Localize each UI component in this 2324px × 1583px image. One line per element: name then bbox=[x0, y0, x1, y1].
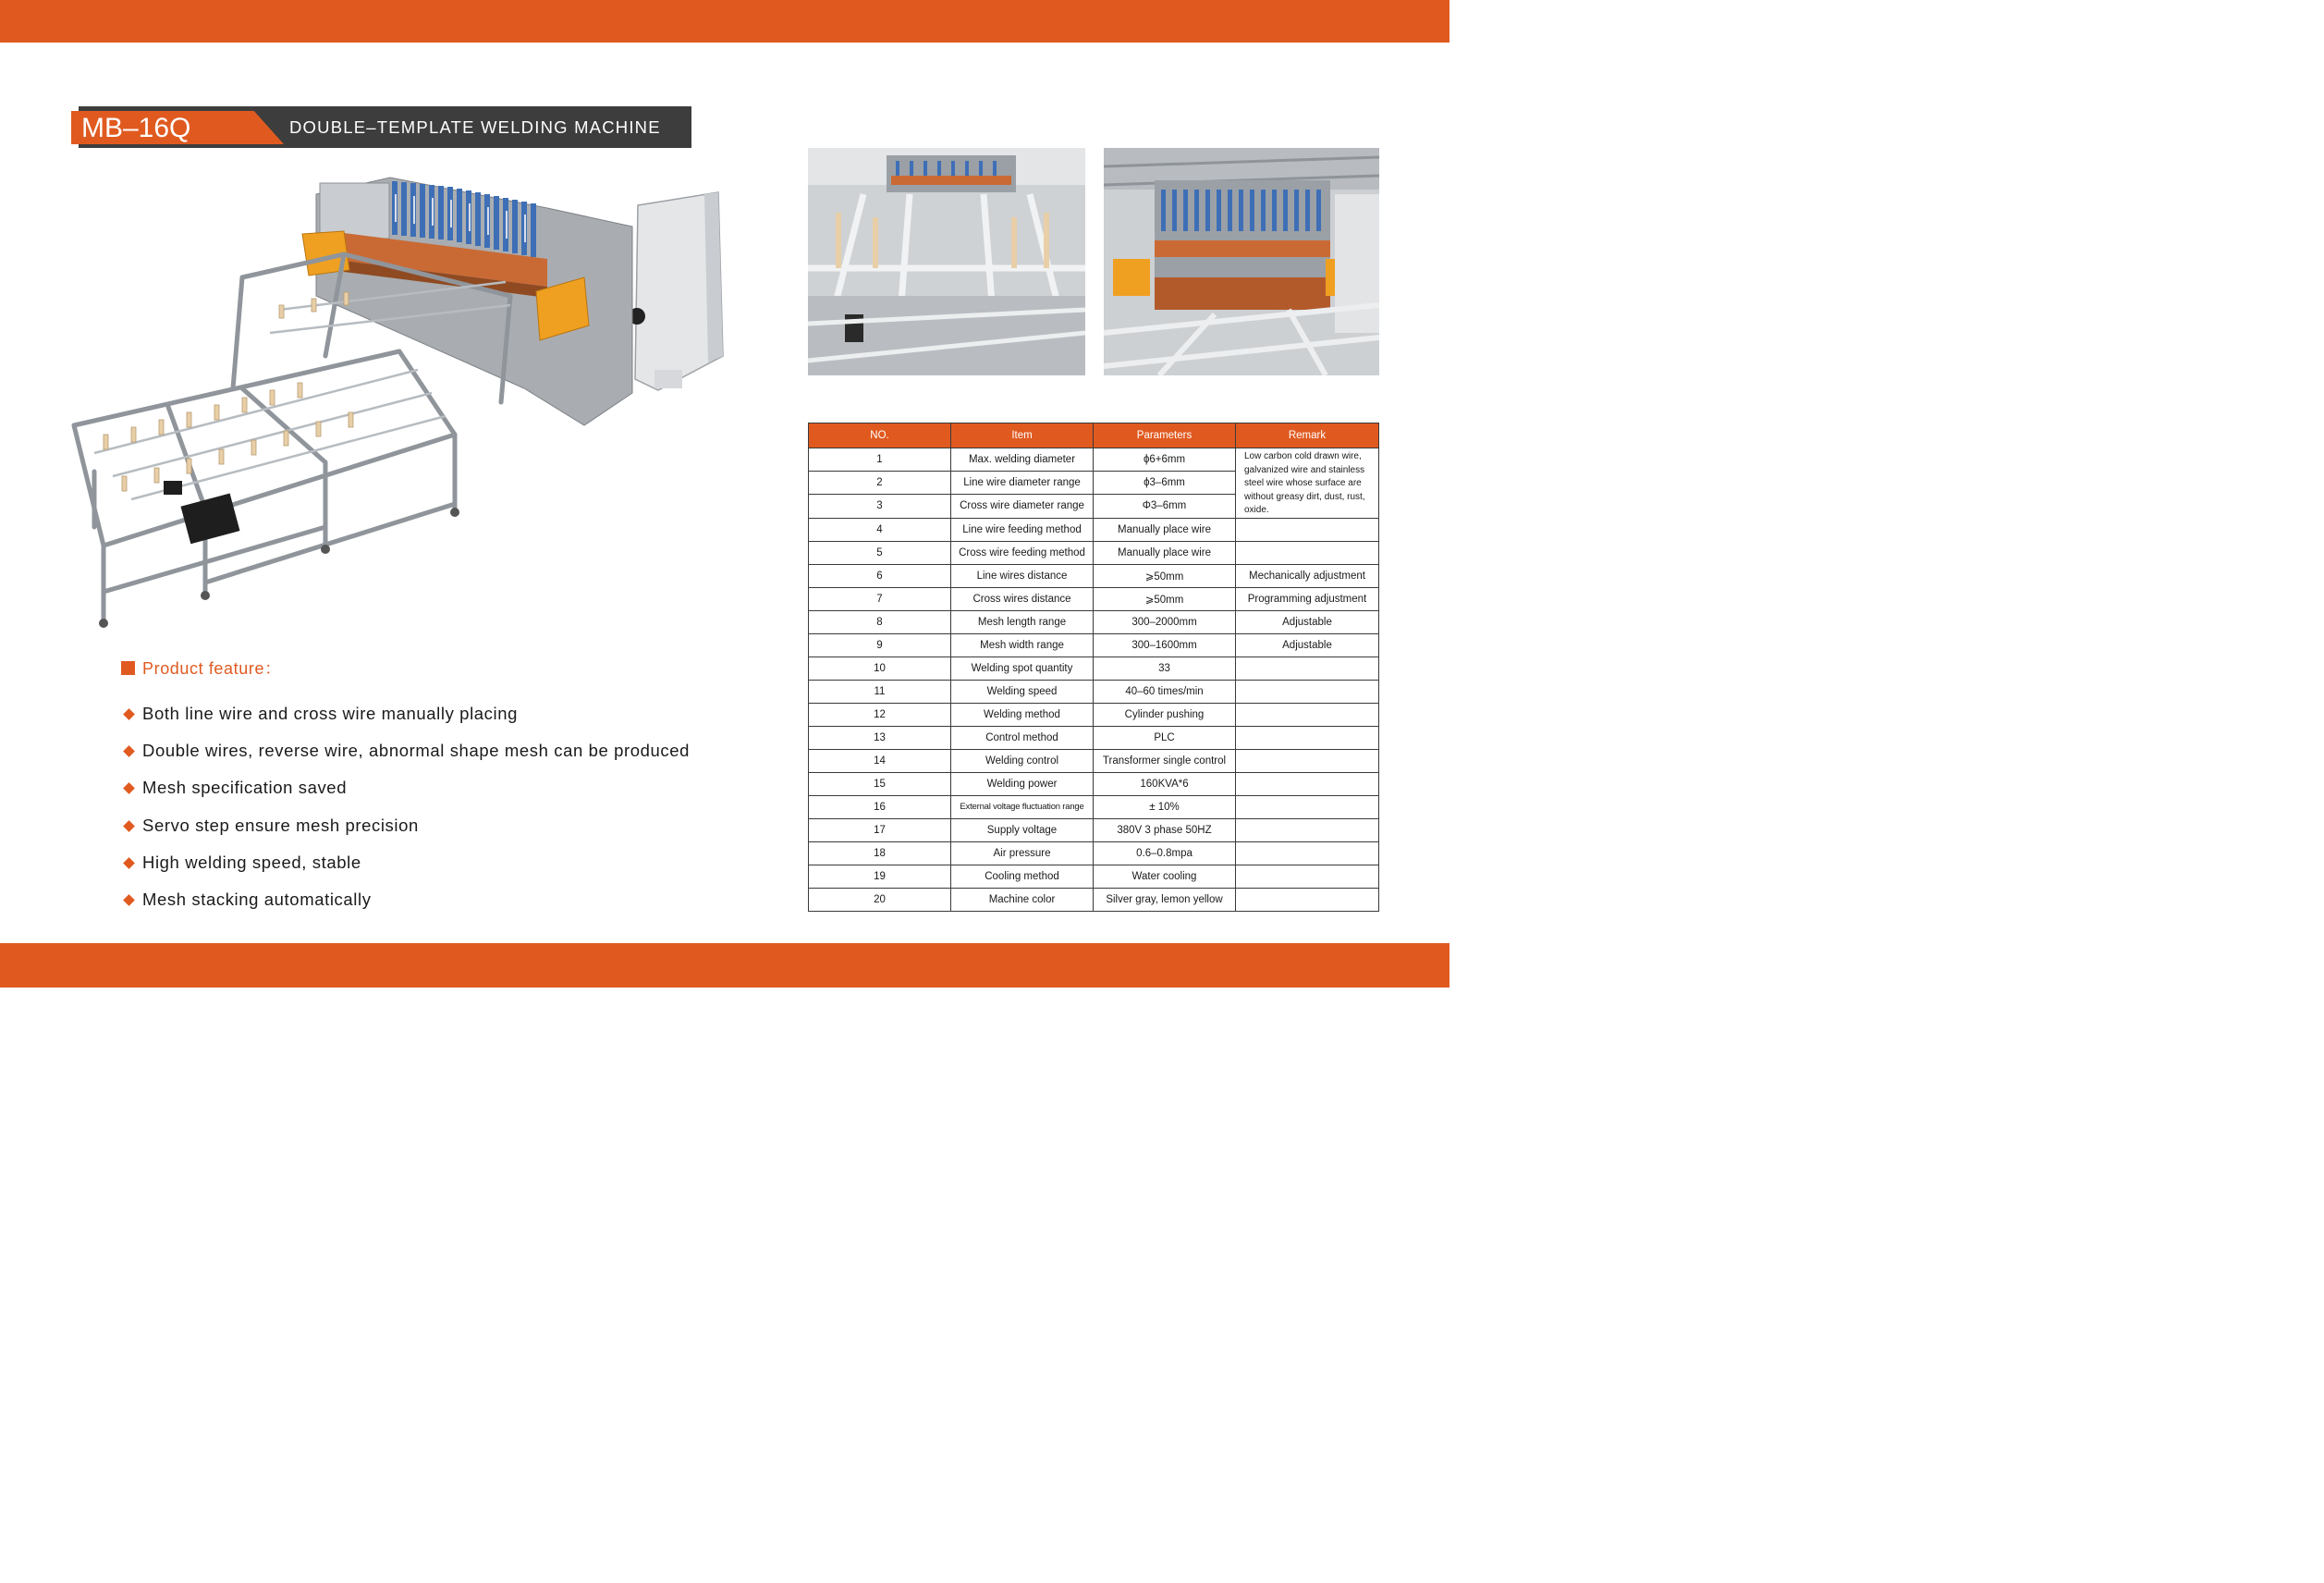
table-row bbox=[809, 541, 1379, 564]
cell-param: 380V 3 phase 50HZ bbox=[1094, 818, 1236, 841]
feature-item bbox=[121, 815, 768, 852]
feature-item bbox=[121, 703, 768, 740]
feature-item bbox=[121, 777, 768, 814]
machine-title: DOUBLE–TEMPLATE WELDING MACHINE bbox=[289, 117, 661, 137]
cell-no: 8 bbox=[809, 610, 951, 633]
table-row bbox=[809, 633, 1379, 657]
cell-remark bbox=[1236, 795, 1379, 818]
cell-no: 7 bbox=[809, 587, 951, 610]
cell-item: Cross wire diameter range bbox=[951, 495, 1094, 518]
cell-param: 300–2000mm bbox=[1094, 610, 1236, 633]
diamond-bullet-icon bbox=[123, 708, 135, 720]
cell-item: Welding spot quantity bbox=[951, 657, 1094, 680]
diamond-bullet-icon bbox=[123, 783, 135, 795]
cell-param: PLC bbox=[1094, 726, 1236, 749]
table-row bbox=[809, 680, 1379, 703]
title-block bbox=[71, 106, 691, 148]
cell-item: Air pressure bbox=[951, 841, 1094, 865]
cell-param: ⩾50mm bbox=[1094, 564, 1236, 587]
cell-remark: Adjustable bbox=[1236, 610, 1379, 633]
diamond-bullet-icon bbox=[123, 745, 135, 757]
feature-text: Both line wire and cross wire manually placing bbox=[142, 704, 519, 723]
product-feature-title: Product feature： bbox=[142, 659, 282, 678]
cell-item: Line wires distance bbox=[951, 564, 1094, 587]
cell-no: 13 bbox=[809, 726, 951, 749]
cell-item: Mesh length range bbox=[951, 610, 1094, 633]
cell-no: 17 bbox=[809, 818, 951, 841]
machine-photo-front bbox=[808, 148, 1085, 375]
cell-no: 16 bbox=[809, 795, 951, 818]
bottom-accent-band bbox=[0, 943, 1449, 988]
welding-machine-image bbox=[67, 157, 732, 643]
cell-param: ϕ6+6mm bbox=[1094, 448, 1236, 472]
cell-item: Cooling method bbox=[951, 865, 1094, 888]
cell-remark: Mechanically adjustment bbox=[1236, 564, 1379, 587]
cell-no: 19 bbox=[809, 865, 951, 888]
cell-remark bbox=[1236, 703, 1379, 726]
feature-list bbox=[121, 703, 768, 926]
cell-item: Supply voltage bbox=[951, 818, 1094, 841]
cell-item: External voltage fluctuation range bbox=[951, 795, 1094, 818]
cell-no: 6 bbox=[809, 564, 951, 587]
cell-remark: Adjustable bbox=[1236, 633, 1379, 657]
table-row bbox=[809, 564, 1379, 587]
cell-param: 300–1600mm bbox=[1094, 633, 1236, 657]
cell-no: 14 bbox=[809, 749, 951, 772]
cell-no: 15 bbox=[809, 772, 951, 795]
table-row bbox=[809, 865, 1379, 888]
table-header-row bbox=[809, 423, 1379, 448]
cell-param: Transformer single control bbox=[1094, 749, 1236, 772]
cell-item: Max. welding diameter bbox=[951, 448, 1094, 472]
cell-remark bbox=[1236, 541, 1379, 564]
cell-param: Manually place wire bbox=[1094, 518, 1236, 541]
feature-item bbox=[121, 740, 768, 777]
cell-remark bbox=[1236, 818, 1379, 841]
cell-no: 9 bbox=[809, 633, 951, 657]
table-row bbox=[809, 841, 1379, 865]
cell-no: 10 bbox=[809, 657, 951, 680]
cell-item: Cross wires distance bbox=[951, 587, 1094, 610]
cell-remark bbox=[1236, 888, 1379, 911]
cell-remark bbox=[1236, 865, 1379, 888]
cell-param: Φ3–6mm bbox=[1094, 495, 1236, 518]
feature-item bbox=[121, 852, 768, 889]
cell-no: 18 bbox=[809, 841, 951, 865]
diamond-bullet-icon bbox=[123, 820, 135, 832]
cell-param: Manually place wire bbox=[1094, 541, 1236, 564]
cell-param: Water cooling bbox=[1094, 865, 1236, 888]
cell-param: ⩾50mm bbox=[1094, 587, 1236, 610]
cell-param: 33 bbox=[1094, 657, 1236, 680]
feature-text: Servo step ensure mesh precision bbox=[142, 815, 419, 835]
cell-param: 40–60 times/min bbox=[1094, 680, 1236, 703]
header-no: NO. bbox=[809, 423, 951, 448]
cell-param: Silver gray, lemon yellow bbox=[1094, 888, 1236, 911]
machine-photo-side bbox=[1104, 148, 1379, 375]
cell-remark bbox=[1236, 657, 1379, 680]
feature-text: Mesh specification saved bbox=[142, 778, 348, 798]
cell-item: Welding method bbox=[951, 703, 1094, 726]
cell-item: Welding speed bbox=[951, 680, 1094, 703]
cell-param: Cylinder pushing bbox=[1094, 703, 1236, 726]
cell-remark bbox=[1236, 749, 1379, 772]
header-item: Item bbox=[951, 423, 1094, 448]
cell-no: 12 bbox=[809, 703, 951, 726]
table-row bbox=[809, 888, 1379, 911]
header-parameters: Parameters bbox=[1094, 423, 1236, 448]
cell-no: 11 bbox=[809, 680, 951, 703]
table-row bbox=[809, 610, 1379, 633]
cell-no: 5 bbox=[809, 541, 951, 564]
header-remark: Remark bbox=[1236, 423, 1379, 448]
table-row bbox=[809, 587, 1379, 610]
cell-param: 0.6–0.8mpa bbox=[1094, 841, 1236, 865]
specification-table bbox=[808, 423, 1379, 912]
table-row bbox=[809, 657, 1379, 680]
table-row bbox=[809, 818, 1379, 841]
cell-item: Mesh width range bbox=[951, 633, 1094, 657]
feature-text: Double wires, reverse wire, abnormal shape mesh can be produced bbox=[142, 741, 691, 761]
square-bullet-icon bbox=[121, 661, 135, 675]
diamond-bullet-icon bbox=[123, 894, 135, 906]
diamond-bullet-icon bbox=[123, 857, 135, 869]
cell-no: 1 bbox=[809, 448, 951, 472]
table-row bbox=[809, 772, 1379, 795]
cell-item: Welding control bbox=[951, 749, 1094, 772]
cell-no: 20 bbox=[809, 888, 951, 911]
cell-item: Line wire feeding method bbox=[951, 518, 1094, 541]
table-row bbox=[809, 448, 1379, 472]
cell-param: ± 10% bbox=[1094, 795, 1236, 818]
cell-remark-material: Low carbon cold drawn wire, galvanized wire and stainless steel wire whose surface are without greasy dirt, dust, rust, oxide. bbox=[1236, 448, 1379, 519]
cell-no: 4 bbox=[809, 518, 951, 541]
feature-text: High welding speed, stable bbox=[142, 852, 361, 872]
cell-remark bbox=[1236, 841, 1379, 865]
cell-no: 2 bbox=[809, 472, 951, 495]
cell-remark bbox=[1236, 518, 1379, 541]
cell-param: 160KVA*6 bbox=[1094, 772, 1236, 795]
cell-no: 3 bbox=[809, 495, 951, 518]
cell-param: ϕ3–6mm bbox=[1094, 472, 1236, 495]
feature-item bbox=[121, 889, 768, 926]
cell-item: Welding power bbox=[951, 772, 1094, 795]
cell-remark bbox=[1236, 680, 1379, 703]
cell-item: Cross wire feeding method bbox=[951, 541, 1094, 564]
cell-item: Line wire diameter range bbox=[951, 472, 1094, 495]
model-number: MB–16Q bbox=[81, 113, 191, 143]
cell-remark: Programming adjustment bbox=[1236, 587, 1379, 610]
table-row bbox=[809, 518, 1379, 541]
table-row bbox=[809, 726, 1379, 749]
top-accent-band bbox=[0, 0, 1449, 43]
cell-remark bbox=[1236, 772, 1379, 795]
table-row bbox=[809, 749, 1379, 772]
table-row bbox=[809, 795, 1379, 818]
cell-item: Control method bbox=[951, 726, 1094, 749]
table-row bbox=[809, 703, 1379, 726]
cell-item: Machine color bbox=[951, 888, 1094, 911]
feature-text: Mesh stacking automatically bbox=[142, 889, 372, 909]
cell-remark bbox=[1236, 726, 1379, 749]
